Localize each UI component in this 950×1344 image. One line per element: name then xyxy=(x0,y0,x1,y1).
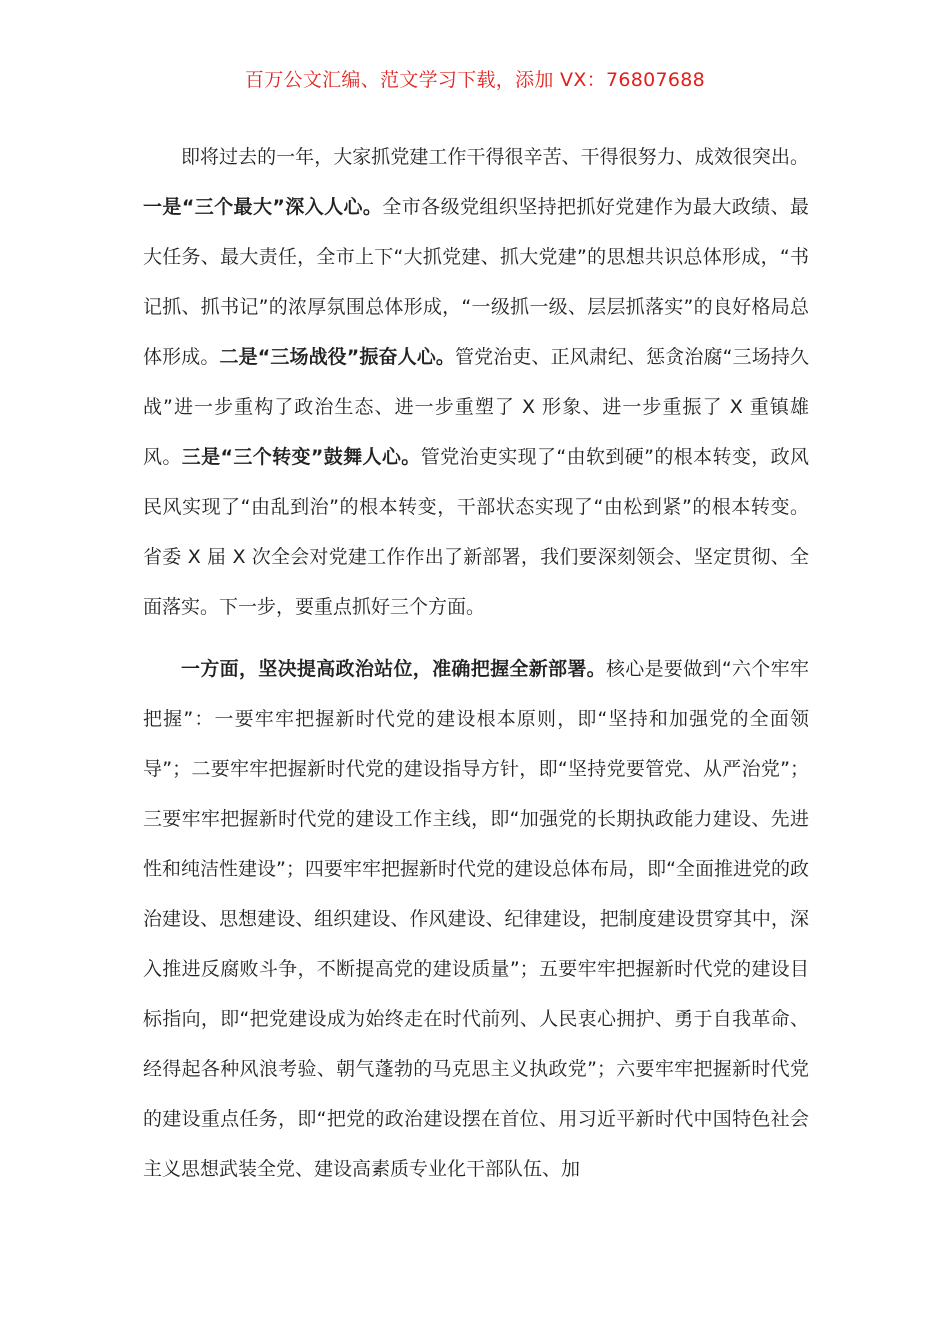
point-one-heading: 一是“三个最大”深入人心。 xyxy=(143,196,383,218)
paragraph-2 xyxy=(143,644,809,1194)
point-two-heading: 二是“三场战役”振奋人心。 xyxy=(219,346,455,368)
document-body xyxy=(143,132,809,1194)
section-one-heading: 一方面，坚决提高政治站位，准确把握全新部署。 xyxy=(181,658,606,680)
paragraph-1 xyxy=(143,132,809,632)
point-one-text: 全市各级党组织坚持把抓好党建作为最大政绩、最大任务、最大责任，全市上下“大抓党建、抓大党建”的思想共识总体形成，“书记抓、抓书记”的浓厚氛围总体形成，“一级抓一级、层层抓落实”的良好格局总体形成。 xyxy=(143,196,809,368)
point-three-text: 管党治吏实现了“由软到硬”的根本转变，政风民风实现了“由乱到治”的根本转变，干部状态实现了“由松到紧”的根本转变。省委 X 届 X 次全会对党建工作作出了新部署，我们要深刻领会、坚定贯彻、全面落实。下一步，要重点抓好三个方面。 xyxy=(143,446,809,618)
point-two-text: 管党治吏、正风肃纪、惩贪治腐“三场持久战”进一步重构了政治生态、进一步重塑了 X 形象、进一步重振了 X 重镇雄风。 xyxy=(143,346,809,468)
point-three-heading: 三是“三个转变”鼓舞人心。 xyxy=(181,446,421,468)
paragraph-1-intro: 即将过去的一年，大家抓党建工作干得很辛苦、干得很努力、成效很突出。 xyxy=(181,146,809,168)
watermark-header: 百万公文汇编、范文学习下载，添加 VX：76807688 xyxy=(244,69,706,91)
section-one-text: 核心是要做到“六个牢牢把握”：一要牢牢把握新时代党的建设根本原则，即“坚持和加强党的全面领导”；二要牢牢把握新时代党的建设指导方针，即“坚持党要管党、从严治党”；三要牢牢把握新时代党的建设工作主线，即“加强党的长期执政能力建设、先进性和纯洁性建设”；四要牢牢把握新时代党的建设总体布局，即“全面推进党的政治建设、思想建设、组织建设、作风建设、纪律建设，把制度建设贯穿其中，深入推进反腐败斗争，不断提高党的建设质量”；五要牢牢把握新时代党的建设目标指向，即“把党建设成为始终走在时代前列、人民衷心拥护、勇于自我革命、经得起各种风浪考验、朝气蓬勃的马克思主义执政党”；六要牢牢把握新时代党的建设重点任务，即“把党的政治建设摆在首位、用习近平新时代中国特色社会主义思想武装全党、建设高素质专业化干部队伍、加 xyxy=(143,658,809,1180)
